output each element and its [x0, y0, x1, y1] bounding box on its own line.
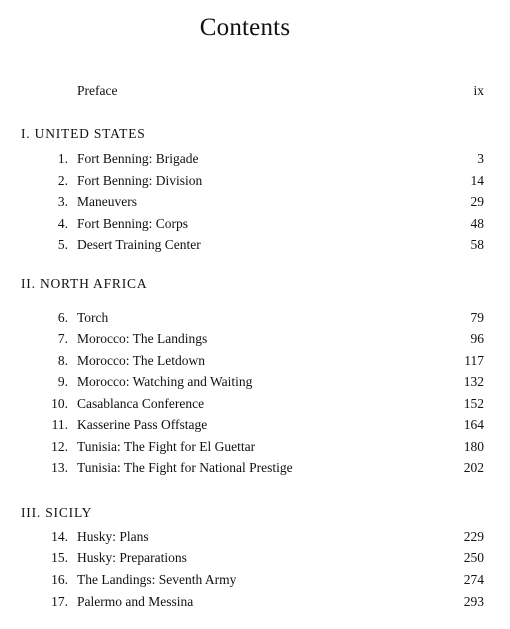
- entry-number: 8.: [57, 353, 68, 368]
- part-label: I. UNITED STATES: [21, 126, 146, 141]
- entry-page: 117: [464, 353, 484, 368]
- entry-page: 152: [463, 396, 484, 411]
- entry-number: 5.: [57, 237, 68, 252]
- entry-title: Morocco: The Letdown: [77, 353, 205, 368]
- entry-title: Fort Benning: Brigade: [77, 151, 199, 166]
- entry-page: 3: [477, 151, 484, 166]
- entry-number: 6.: [57, 310, 68, 325]
- entry-title: Morocco: Watching and Waiting: [77, 374, 253, 389]
- entry-page: 29: [470, 194, 484, 209]
- entry-page: 14: [470, 173, 484, 188]
- entry-page: 58: [470, 237, 484, 252]
- entry-page: 132: [463, 374, 484, 389]
- entry-number: 14.: [51, 529, 68, 544]
- entry-number: 3.: [57, 194, 68, 209]
- entry-number: 12.: [51, 439, 68, 454]
- entry-title: Maneuvers: [77, 194, 137, 209]
- entry-page: 293: [463, 594, 484, 609]
- part-label: II. NORTH AFRICA: [21, 276, 148, 291]
- entry-title: Fort Benning: Division: [77, 173, 203, 188]
- entry-page: 48: [470, 216, 484, 231]
- entry-number: 11.: [51, 417, 68, 432]
- entry-title: Preface: [77, 83, 118, 98]
- entry-number: 16.: [51, 572, 68, 587]
- entry-number: 2.: [57, 173, 68, 188]
- entry-number: 10.: [51, 396, 68, 411]
- entry-title: Casablanca Conference: [77, 396, 205, 411]
- entry-number: 4.: [57, 216, 68, 231]
- entry-page: 96: [470, 331, 484, 346]
- entry-title: Kasserine Pass Offstage: [77, 417, 208, 432]
- entry-title: Fort Benning: Corps: [77, 216, 189, 231]
- entry-number: 15.: [51, 550, 68, 565]
- entry-page: 79: [470, 310, 484, 325]
- part-label: III. SICILY: [21, 505, 93, 520]
- entry-title: The Landings: Seventh Army: [77, 572, 237, 587]
- entry-page: 250: [463, 550, 484, 565]
- entry-title: Torch: [77, 310, 109, 325]
- page-title: Contents: [199, 14, 291, 41]
- entry-number: 17.: [51, 594, 68, 609]
- entry-page: 229: [463, 529, 484, 544]
- entry-number: 9.: [57, 374, 68, 389]
- entry-page: ix: [473, 83, 484, 98]
- entry-title: Morocco: The Landings: [77, 331, 208, 346]
- entry-title: Tunisia: The Fight for El Guettar: [77, 439, 256, 454]
- entry-number: 1.: [57, 151, 68, 166]
- entry-title: Husky: Plans: [77, 529, 149, 544]
- entry-title: Husky: Preparations: [77, 550, 187, 565]
- entry-page: 202: [463, 460, 484, 475]
- entry-page: 180: [463, 439, 484, 454]
- entry-page: 164: [463, 417, 484, 432]
- entry-title: Tunisia: The Fight for National Prestige: [77, 460, 293, 475]
- entry-page: 274: [463, 572, 484, 587]
- entry-title: Desert Training Center: [77, 237, 201, 252]
- entry-number: 7.: [57, 331, 68, 346]
- entry-title: Palermo and Messina: [77, 594, 194, 609]
- entry-number: 13.: [51, 460, 68, 475]
